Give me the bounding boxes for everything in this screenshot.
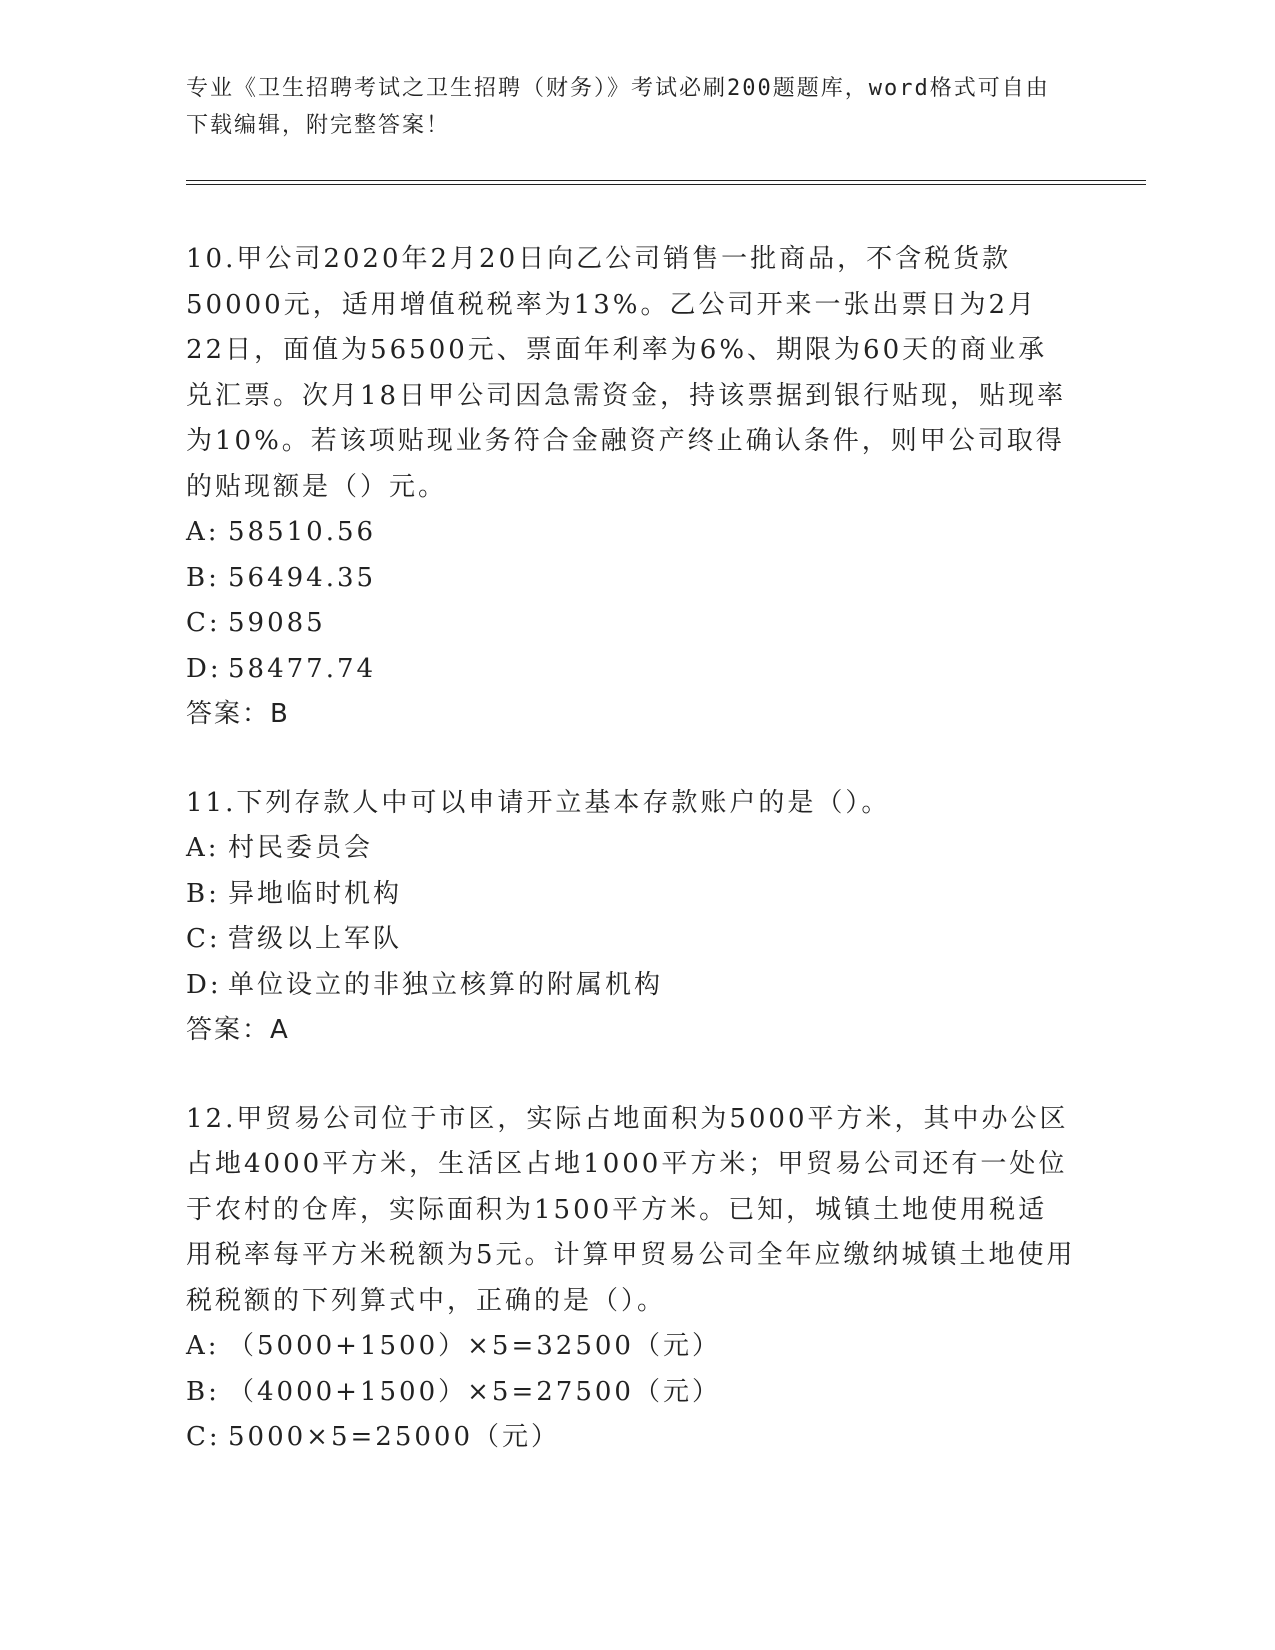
question-11: [186, 781, 1146, 1054]
option-letter: B:: [186, 1376, 220, 1407]
header-divider: [186, 180, 1146, 185]
option-b: [186, 556, 1146, 602]
option-c: [186, 601, 1146, 647]
option-text: 营级以上军队: [228, 924, 403, 954]
answer-line: 答案：B: [186, 699, 290, 729]
option-text: 56494.35: [228, 562, 377, 593]
question-stem: 10.甲公司2020年2月20日向乙公司销售一批商品，不含税货款50000元，适用增值税税率为13%。乙公司开来一张出票日为2月22日，面值为56500元、票面年利率为6%、期限为60天的商业承兑汇票。次月18日甲公司因急需资金，持该票据到银行贴现，贴现率为10%。若该项贴现业务符合金融资产终止确认条件，则甲公司取得的贴现额是（）元。: [186, 244, 1067, 502]
option-letter: A:: [186, 833, 220, 863]
option-letter: A:: [186, 517, 220, 547]
option-a: [186, 826, 1146, 872]
option-text: 异地临时机构: [228, 878, 403, 909]
option-text: （5000+1500）×5=32500（元）: [228, 1331, 721, 1361]
question-12: [186, 1097, 1146, 1461]
question-stem: 12.甲贸易公司位于市区，实际占地面积为5000平方米，其中办公区占地4000平方米，生活区占地1000平方米；甲贸易公司还有一处位于农村的仓库，实际面积为1500平方米。已知，城镇土地使用税适用税率每平方米税额为5元。计算甲贸易公司全年应缴纳城镇土地使用税税额的下列算式中，正确的是（）。: [186, 1103, 1076, 1316]
option-text: 58510.56: [228, 517, 377, 547]
document-page: [186, 70, 1146, 1504]
document-header: 专业《卫生招聘考试之卫生招聘（财务）》考试必刷200题题库，word格式可自由下载编辑，附完整答案！: [186, 76, 1050, 138]
option-letter: D:: [186, 653, 222, 684]
option-a: [186, 510, 1146, 556]
option-letter: C:: [186, 1422, 221, 1452]
option-letter: B:: [186, 562, 220, 593]
option-letter: C:: [186, 924, 221, 954]
option-text: 58477.74: [228, 653, 377, 684]
option-b: [186, 872, 1146, 918]
option-d: [186, 647, 1146, 693]
option-text: 59085: [228, 608, 326, 638]
option-text: 单位设立的非独立核算的附属机构: [228, 969, 664, 1000]
option-letter: A:: [186, 1331, 220, 1361]
option-d: [186, 963, 1146, 1009]
option-c: [186, 1415, 1146, 1461]
answer-line: 答案：A: [186, 1015, 290, 1045]
option-text: 村民委员会: [228, 833, 374, 863]
option-b: [186, 1370, 1146, 1416]
option-letter: D:: [186, 969, 222, 1000]
option-text: 5000×5=25000（元）: [228, 1422, 560, 1452]
option-letter: C:: [186, 608, 221, 638]
question-10: [186, 237, 1146, 738]
option-text: （4000+1500）×5=27500（元）: [228, 1376, 721, 1407]
option-c: [186, 917, 1146, 963]
option-a: [186, 1324, 1146, 1370]
question-list: [186, 237, 1146, 1461]
option-letter: B:: [186, 878, 220, 909]
question-stem: 11.下列存款人中可以申请开立基本存款账户的是（）。: [186, 787, 891, 818]
